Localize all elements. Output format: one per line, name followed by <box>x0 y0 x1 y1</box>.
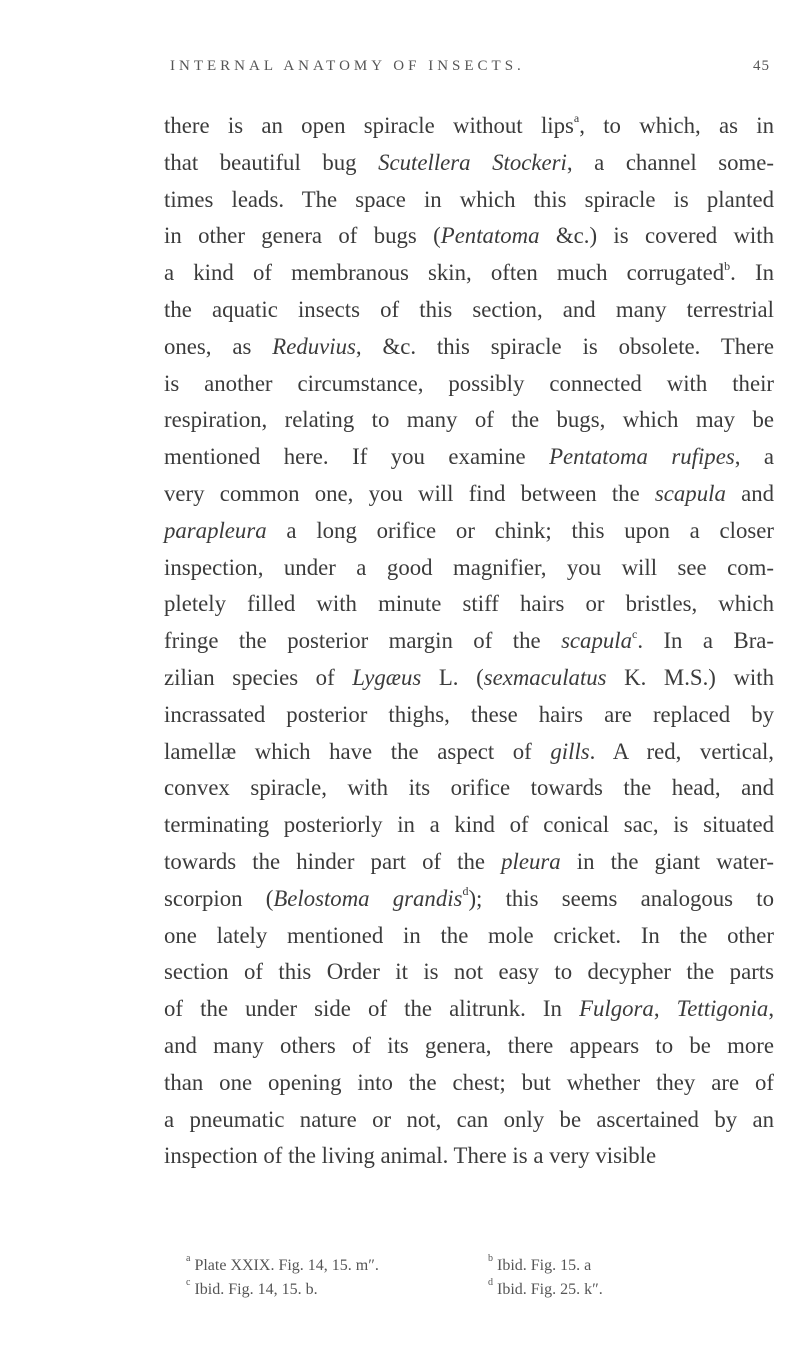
italic-term: Reduvius <box>272 333 356 359</box>
text-line <box>164 697 774 734</box>
text-run: and many others of its genera, there appears to be more <box>164 1032 774 1058</box>
text-run: is another circumstance, possibly connected with their <box>164 370 774 396</box>
text-line <box>164 844 774 881</box>
text-line <box>164 513 774 550</box>
text-run: . In a Bra- <box>637 628 774 654</box>
text-run: K. M.S.) with <box>606 664 774 690</box>
text-line <box>164 550 774 587</box>
italic-term: Pentatoma <box>440 223 540 249</box>
italic-term: Tettigonia <box>676 996 769 1022</box>
italic-term: pleura <box>501 848 561 874</box>
text-line <box>164 807 774 844</box>
text-line <box>164 954 774 991</box>
text-run: inspection of the living animal. There is a very visible <box>164 1143 657 1169</box>
text-run: than one opening into the chest; but whether they are of <box>164 1069 774 1095</box>
text-line <box>164 292 774 329</box>
footnote-d <box>488 1278 603 1302</box>
text-run: ones, as <box>164 333 273 359</box>
text-run: . In <box>730 260 775 286</box>
text-line <box>164 218 774 255</box>
text-run: , a channel some- <box>566 149 774 175</box>
text-run: the aquatic insects of this section, and many terrestrial <box>164 296 774 322</box>
text-run: , to which, as in <box>579 113 774 138</box>
running-title: INTERNAL ANATOMY OF INSECTS. <box>170 58 525 74</box>
text-run: lamellæ which have the aspect of <box>164 738 551 764</box>
text-line <box>164 329 774 366</box>
text-run: &c.) is covered with <box>539 223 774 249</box>
text-line <box>164 476 774 513</box>
italic-term: Fulgora <box>579 996 654 1022</box>
text-line <box>164 145 774 182</box>
footnote-text: Ibid. Fig. 25. k″. <box>497 1281 603 1298</box>
italic-term: scapula <box>654 480 726 506</box>
text-run: very common one, you will find between the <box>164 480 655 506</box>
footnote-c <box>186 1278 318 1302</box>
text-run: . A red, vertical, <box>589 738 774 764</box>
text-run: pletely filled with minute stiff hairs or bristles, which <box>164 591 774 617</box>
footnote-ref: b <box>724 258 731 273</box>
text-run: in the giant water- <box>560 848 774 874</box>
text-line <box>164 770 774 807</box>
running-header <box>170 58 770 75</box>
text-line <box>164 108 774 145</box>
footnote-b <box>488 1254 591 1278</box>
text-run: a kind of membranous skin, often much corrugated <box>164 260 725 286</box>
footnote-ref: a <box>573 111 580 126</box>
text-line <box>164 660 774 697</box>
text-line <box>164 918 774 955</box>
text-run: , <box>768 996 775 1022</box>
text-run: scorpion ( <box>164 885 274 911</box>
text-line <box>164 1028 774 1065</box>
text-line <box>164 734 774 771</box>
text-run: and <box>725 480 774 506</box>
text-line <box>164 402 774 439</box>
body-text <box>164 108 774 1175</box>
text-run: incrassated posterior thighs, these hairs are replaced by <box>164 701 774 727</box>
page-number: 45 <box>753 58 770 74</box>
text-run: there is an open spiracle without lips <box>164 113 574 138</box>
footnote-text: Ibid. Fig. 15. a <box>497 1257 592 1274</box>
text-run: convex spiracle, with its orifice towards the head, and <box>164 775 774 801</box>
italic-term: scapula <box>561 628 632 654</box>
text-run: in other genera of bugs ( <box>164 223 441 249</box>
text-run: mentioned here. If you examine <box>164 444 550 470</box>
footnote-mark: d <box>488 1276 493 1288</box>
text-line <box>164 991 774 1028</box>
text-line <box>164 881 774 918</box>
text-line <box>164 586 774 623</box>
footnote-mark: c <box>186 1276 191 1288</box>
text-line <box>164 366 774 403</box>
text-run: zilian species of <box>164 664 353 690</box>
text-run: ); this seems analogous to <box>468 885 774 911</box>
text-line <box>164 255 774 292</box>
text-run: section of this Order it is not easy to decypher the parts <box>164 959 774 985</box>
footnote-ref: d <box>462 884 469 899</box>
text-run: , a <box>734 444 774 470</box>
text-line <box>164 623 774 660</box>
text-run: , &c. this spiracle is obsolete. There <box>355 333 774 359</box>
footnote-mark: a <box>186 1252 191 1264</box>
text-run: terminating posteriorly in a kind of conical sac, is situated <box>164 812 774 838</box>
text-run: that beautiful bug <box>164 149 379 175</box>
text-run: a long orifice or chink; this upon a closer <box>266 517 774 543</box>
footnote-text: Ibid. Fig. 14, 15. b. <box>194 1281 318 1298</box>
italic-term: Belostoma grandis <box>273 885 463 911</box>
footnote-ref: c <box>631 626 638 641</box>
italic-term: parapleura <box>164 517 267 543</box>
footnote-a <box>186 1254 379 1278</box>
text-line <box>164 1065 774 1102</box>
footnote-mark: b <box>488 1252 493 1264</box>
text-run: a pneumatic nature or not, can only be ascertained by an <box>164 1106 774 1132</box>
text-run: , <box>653 996 677 1022</box>
text-run: fringe the posterior margin of the <box>164 628 562 654</box>
text-line <box>164 1102 774 1139</box>
text-run: of the under side of the alitrunk. In <box>164 996 580 1022</box>
text-line <box>164 1138 774 1175</box>
text-run: L. ( <box>421 664 484 690</box>
text-line <box>164 182 774 219</box>
italic-term: Lygæus <box>352 664 422 690</box>
text-line <box>164 439 774 476</box>
text-run: respiration, relating to many of the bugs, which may be <box>164 407 774 433</box>
text-run: inspection, under a good magnifier, you will see com- <box>164 554 774 580</box>
italic-term: gills <box>550 738 590 764</box>
footnote-text: Plate XXIX. Fig. 14, 15. m″. <box>194 1257 379 1274</box>
italic-term: sexmaculatus <box>483 664 607 690</box>
text-run: one lately mentioned in the mole cricket. In the other <box>164 922 774 948</box>
italic-term: Scutellera Stockeri <box>378 149 567 175</box>
text-run: towards the hinder part of the <box>164 848 502 874</box>
text-run: times leads. The space in which this spiracle is planted <box>164 186 774 212</box>
italic-term: Pentatoma rufipes <box>549 444 735 470</box>
